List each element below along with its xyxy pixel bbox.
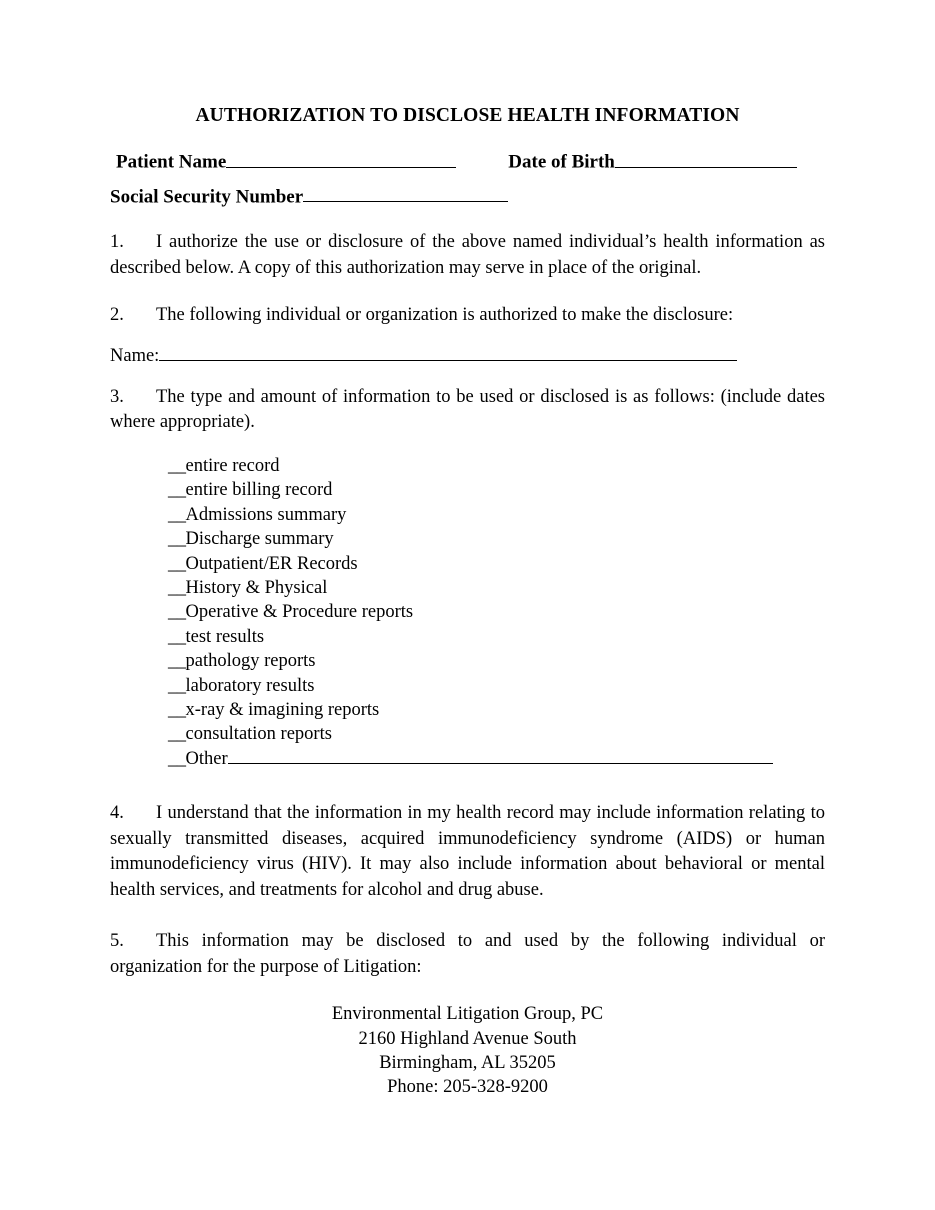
other-input[interactable]	[228, 748, 773, 764]
list-item[interactable]	[110, 503, 825, 527]
list-item[interactable]	[110, 625, 825, 649]
ssn-input[interactable]	[303, 186, 508, 203]
organization-phone: Phone: 205-328-9200	[387, 1077, 548, 1098]
option-label: consultation reports	[185, 724, 332, 745]
organization-block	[110, 1002, 825, 1100]
item-2	[110, 303, 825, 329]
list-item[interactable]	[110, 576, 825, 600]
list-item-other[interactable]	[110, 747, 825, 771]
option-blank[interactable]: __	[168, 651, 186, 672]
list-item[interactable]	[110, 600, 825, 624]
organization-name: Environmental Litigation Group, PC	[331, 1004, 604, 1025]
item-3-text: The type and amount of information to be used or disclosed is as follows: (include dates where appropriate).	[110, 386, 825, 433]
list-item[interactable]	[110, 649, 825, 673]
ssn-row	[110, 186, 825, 209]
item-3-number: 3.	[110, 386, 124, 407]
option-blank[interactable]: __	[168, 529, 186, 550]
option-blank[interactable]: __	[168, 724, 186, 745]
disclosing-name-input[interactable]	[159, 345, 737, 361]
item-2-text: The following individual or organization is authorized to make the disclosure:	[156, 305, 734, 326]
option-blank[interactable]: __	[168, 455, 186, 476]
option-blank[interactable]: __	[168, 748, 186, 769]
item-4-text: I understand that the information in my health record may include information relating to sexually transmitted diseases, acquired immunodeficiency syndrome (AIDS) or human immunodeficiency virus (HIV). It may also include information about behavioral or mental health services, and treatments for alcohol and drug abuse.	[110, 803, 825, 900]
disclosing-name-row	[110, 345, 825, 367]
patient-name-label: Patient Name	[116, 151, 227, 173]
option-blank[interactable]: __	[168, 577, 186, 598]
item-2-number: 2.	[110, 305, 124, 326]
option-label: Other	[185, 748, 228, 769]
option-label: Operative & Procedure reports	[185, 602, 414, 623]
option-label: Outpatient/ER Records	[185, 553, 358, 574]
disclosing-name-label: Name:	[110, 345, 160, 366]
option-label: test results	[185, 626, 265, 647]
list-item[interactable]	[110, 478, 825, 502]
option-label: entire billing record	[185, 480, 333, 501]
option-label: laboratory results	[185, 675, 315, 696]
option-label: x-ray & imagining reports	[185, 699, 380, 720]
item-1-number: 1.	[110, 232, 124, 253]
list-item[interactable]	[110, 674, 825, 698]
option-blank[interactable]: __	[168, 626, 186, 647]
option-label: entire record	[185, 455, 280, 476]
item-5	[110, 929, 825, 980]
item-1	[110, 230, 825, 281]
item-5-number: 5.	[110, 931, 124, 952]
option-label: pathology reports	[185, 651, 316, 672]
date-of-birth-label: Date of Birth	[508, 151, 615, 173]
item-1-text: I authorize the use or disclosure of the above named individual’s health information as described below. A copy of this authorization may serve in place of the original.	[110, 232, 825, 278]
list-item[interactable]	[110, 527, 825, 551]
option-label: Discharge summary	[185, 529, 334, 550]
patient-name-row	[110, 151, 825, 174]
organization-street: 2160 Highland Avenue South	[358, 1028, 577, 1049]
page-title: AUTHORIZATION TO DISCLOSE HEALTH INFORMATION	[195, 105, 740, 126]
item-5-text: This information may be disclosed to and used by the following individual or organization for the purpose of Litigation:	[110, 931, 825, 977]
list-item[interactable]	[110, 552, 825, 576]
option-blank[interactable]: __	[168, 602, 186, 623]
record-options-list	[110, 454, 825, 771]
option-label: History & Physical	[185, 577, 328, 598]
patient-name-input[interactable]	[226, 151, 456, 168]
list-item[interactable]	[110, 454, 825, 478]
item-4	[110, 801, 825, 903]
list-item[interactable]	[110, 722, 825, 746]
option-blank[interactable]: __	[168, 504, 186, 525]
organization-city-state-zip: Birmingham, AL 35205	[379, 1053, 556, 1074]
list-item[interactable]	[110, 698, 825, 722]
option-blank[interactable]: __	[168, 553, 186, 574]
option-blank[interactable]: __	[168, 480, 186, 501]
option-label: Admissions summary	[185, 504, 347, 525]
option-blank[interactable]: __	[168, 675, 186, 696]
ssn-label: Social Security Number	[110, 186, 304, 208]
date-of-birth-input[interactable]	[615, 151, 797, 168]
option-blank[interactable]: __	[168, 699, 186, 720]
item-4-number: 4.	[110, 803, 124, 824]
item-3	[110, 385, 825, 436]
